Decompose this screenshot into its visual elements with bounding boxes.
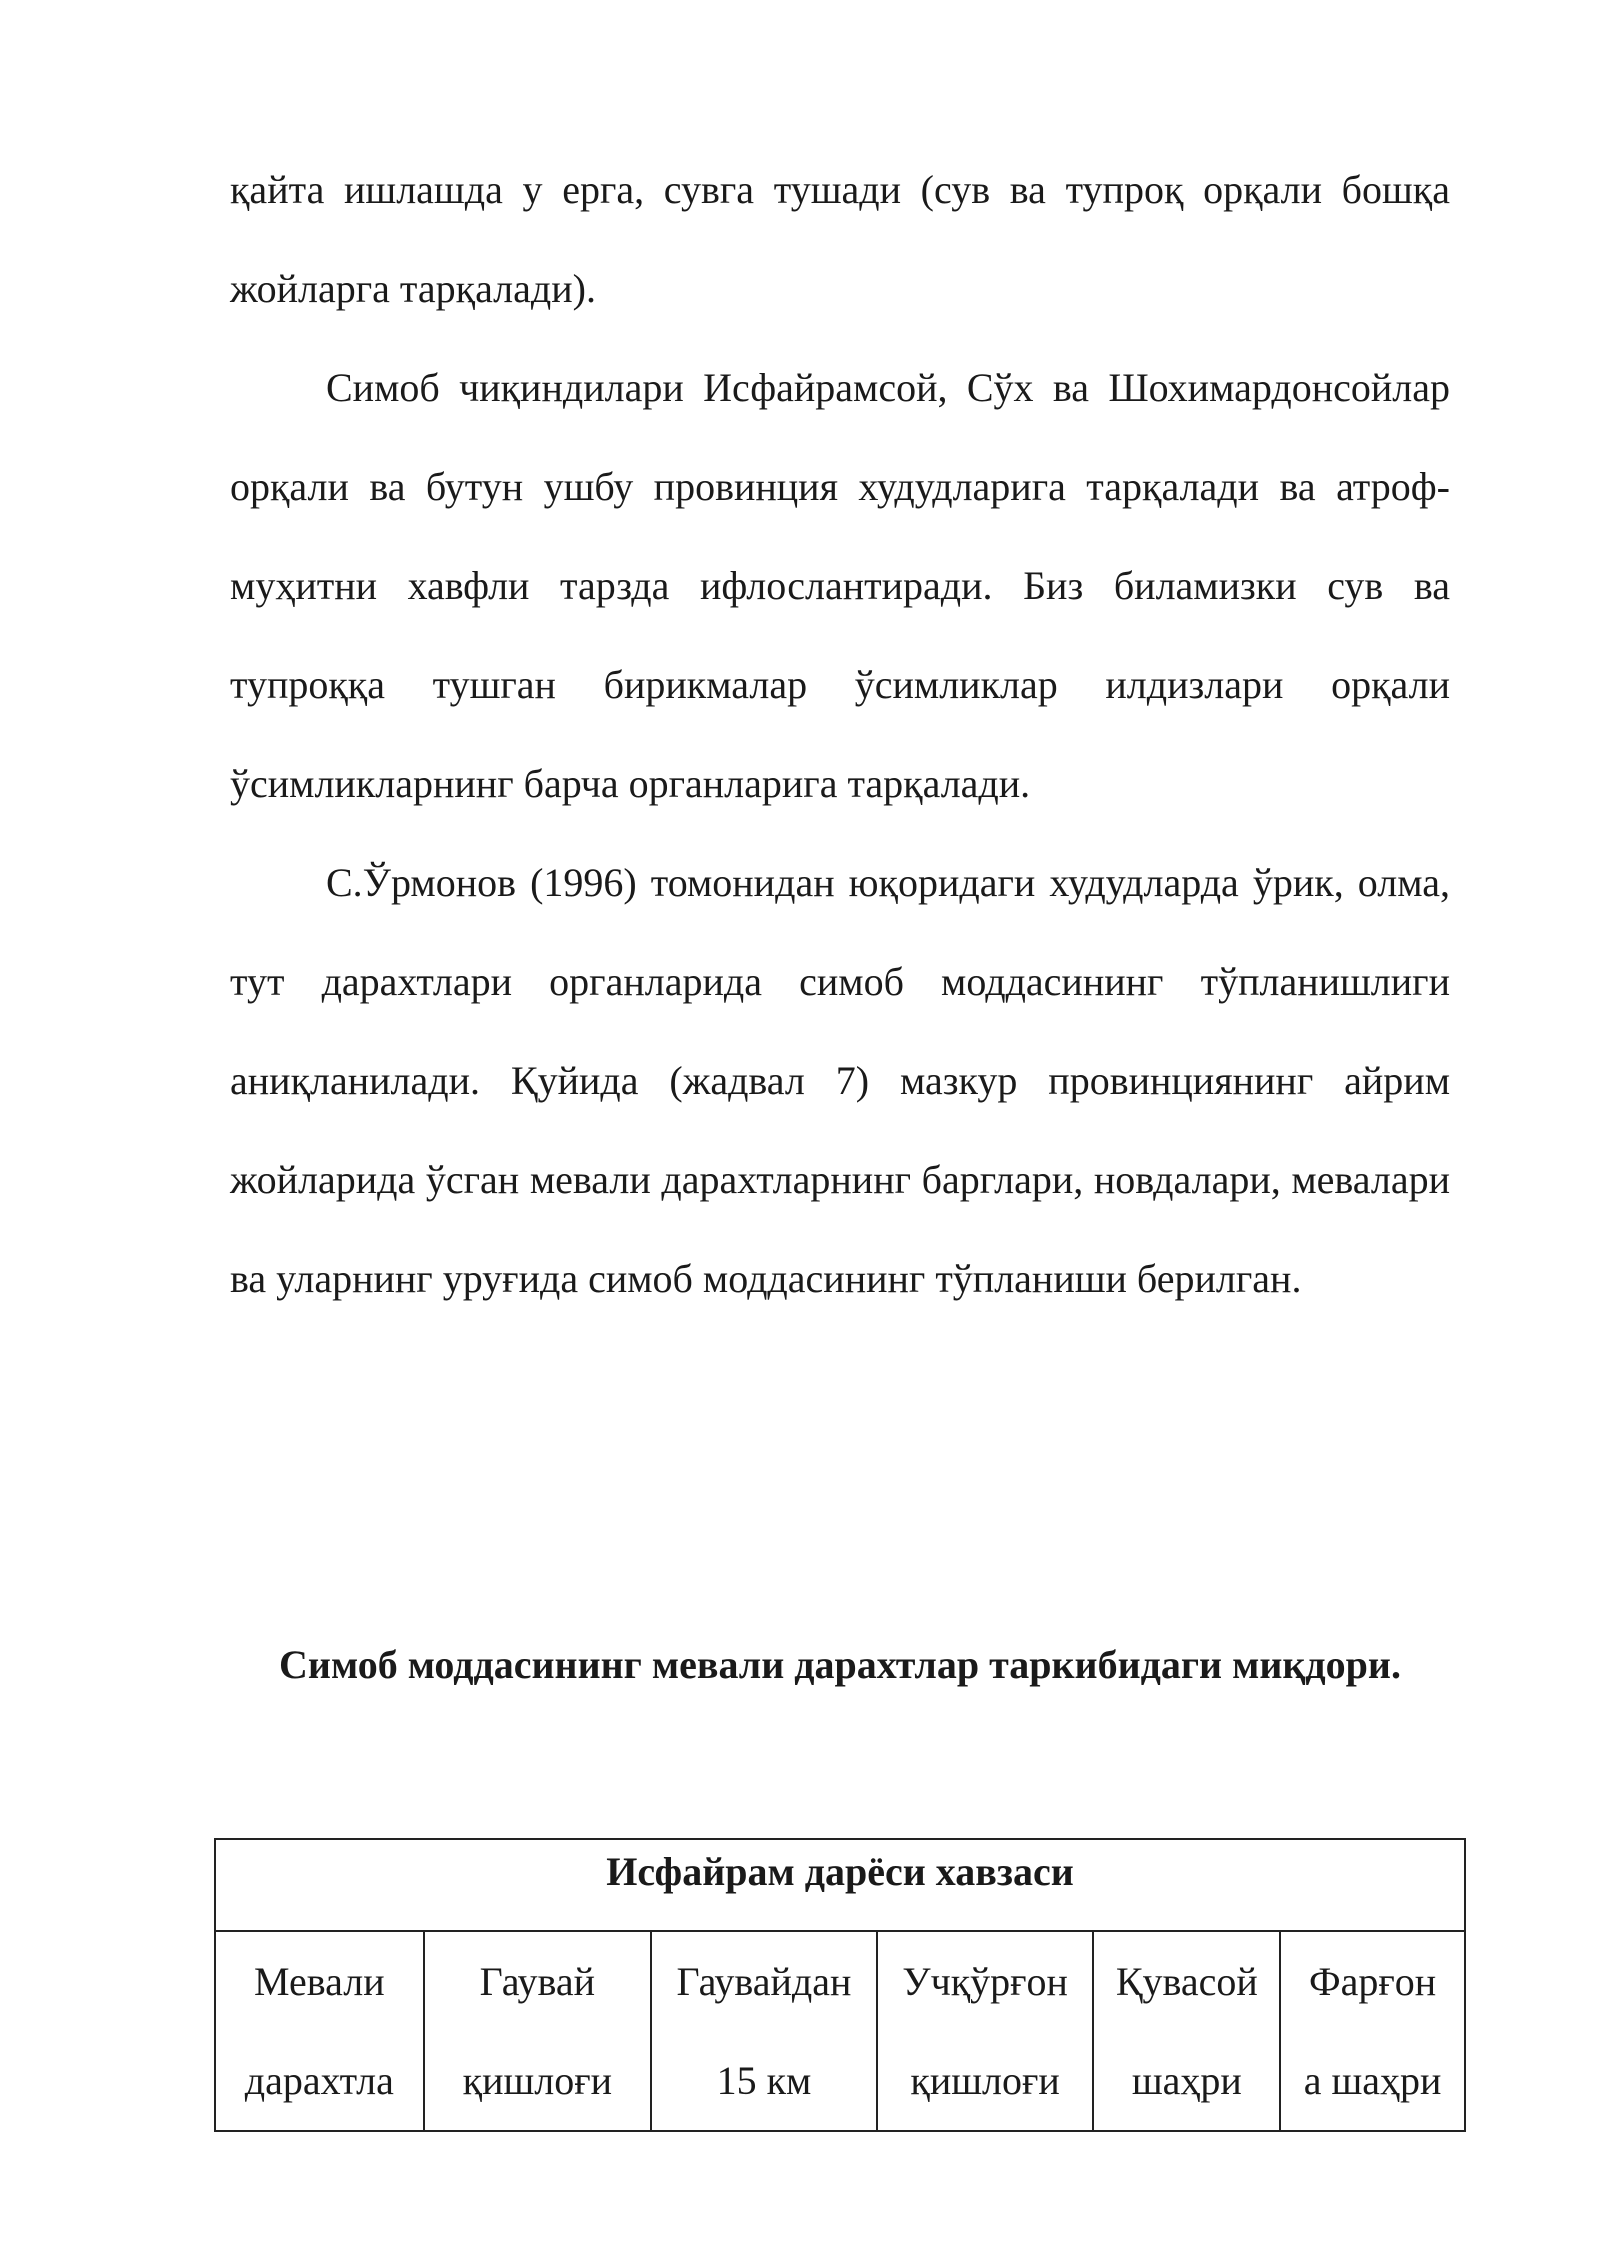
cell-line: Мевали (254, 1959, 385, 2004)
cell-line: шаҳри (1131, 2058, 1242, 2103)
cell-line: Гаувайдан (676, 1959, 852, 2004)
paragraph-2: Симоб чиқиндилари Исфайрамсой, Сўх ва Шохимардонсойлар орқали ва бутун ушбу провинция худудларига тарқалади ва атроф-муҳитни хавфли тарзда ифлослантиради. Биз биламизки сув ва тупроққа тушган бирикмалар ўсимликлар илдизлари орқали ўсимликларнинг барча органларига тарқалади. (230, 365, 1450, 806)
paragraph-3: С.Ўрмонов (1996) томонидан юқоридаги худудларда ўрик, олма, тут дарахтлари органларида симоб моддасининг тўпланишлиги аниқланилади. Қуйида (жадвал 7) мазкур провинциянинг айрим жойларида ўсган мевали дарахтларнинг барглари, новдалари, мевалари ва уларнинг уруғида симоб моддасининг тўпланиши берилган. (230, 860, 1450, 1301)
table-header-cell: Исфайрам дарёси хавзаси (215, 1839, 1465, 1931)
cell-line: Учқўрғон (902, 1959, 1068, 2004)
table-cell-kuvasoy-city (1093, 1931, 1280, 2131)
document-body (230, 140, 1450, 1328)
table-cell-fergana-city (1280, 1931, 1465, 2131)
cell-line: Фарғон (1309, 1959, 1437, 2004)
table-cell-15km-from-gauvai (651, 1931, 877, 2131)
table-header-row (215, 1839, 1465, 1931)
cell-line: 15 км (716, 2058, 812, 2103)
table-row (215, 1931, 1465, 2131)
cell-line: Қувасой (1115, 1959, 1258, 2004)
cell-line: а шаҳри (1303, 2058, 1442, 2103)
cell-line: қишлоғи (462, 2058, 613, 2103)
table-cell-uchkurgon-village (877, 1931, 1094, 2131)
table-caption: Симоб моддасининг мевали дарахтлар таркибидаги миқдори. (279, 1642, 1401, 1687)
table-cell-fruit-trees (215, 1931, 424, 2131)
cell-line: қишлоғи (910, 2058, 1060, 2103)
table-cell-gauvai-village (424, 1931, 651, 2131)
paragraph-1: қайта ишлашда у ерга, сувга тушади (сув ва тупроқ орқали бошқа жойларга тарқалади). (230, 167, 1450, 311)
cell-line: дарахтла (244, 2058, 394, 2103)
cell-line: Гаувай (479, 1959, 596, 2004)
data-table (214, 1838, 1466, 2132)
